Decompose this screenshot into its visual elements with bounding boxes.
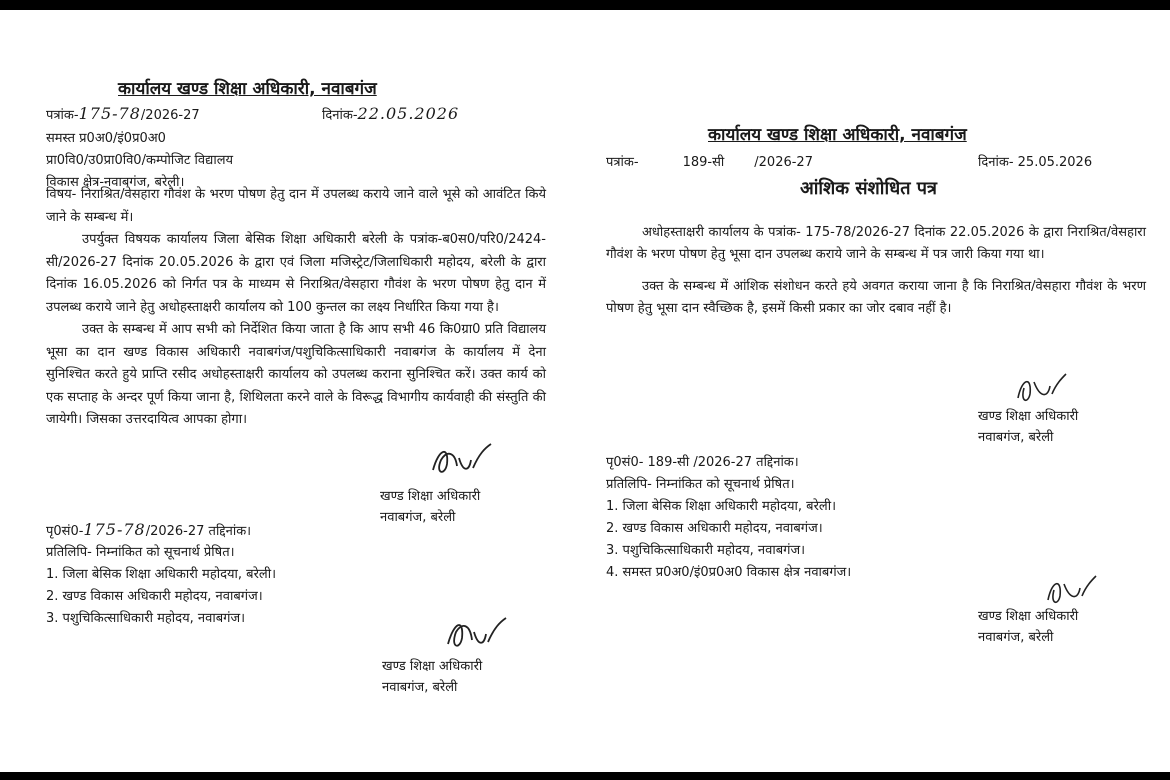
signature-designation: खण्ड शिक्षा अधिकारी [380, 489, 481, 504]
signature-place: नवाबगंज, बरेली [978, 430, 1054, 445]
date-label: दिनांक- [322, 108, 358, 123]
signature-block-1 [978, 406, 1078, 448]
ref-number-handwritten: 175-78 [78, 104, 141, 123]
paragraph-1: उपर्युक्त विषयक कार्यालय जिला बेसिक शिक्षा अधिकारी बरेली के पत्रांक-ब0स0/परि0/2424-सी/2026-27 दिनांक 20.05.2026 के द्वारा एवं जिला मजिस्ट्रेट/जिलाधिकारी महोदय, बरेली के द्वारा दिनांक 16.05.2026 को निर्गत पत्र के माध्यम से निराश्रित/वेसहारा गौवंश के भरण पोषण हेतु दान में उपलब्ध कराये जाने हेतु अधोहस्ताक्षरी कार्यालय को 100 कुन्तल का लक्ष्य निर्धारित किया गया है। [46, 232, 546, 315]
office-title: कार्यालय खण्ड शिक्षा अधिकारी, नवाबगंज [118, 79, 377, 99]
top-black-border [0, 0, 1170, 10]
list-item: 4. समस्त प्र0अ0/इं0प्र0अ0 विकास क्षेत्र नवाबगंज। [606, 565, 852, 580]
signature-designation: खण्ड शिक्षा अधिकारी [978, 609, 1079, 624]
signature-image [1010, 368, 1070, 406]
signature-designation: खण्ड शिक्षा अधिकारी [382, 659, 483, 674]
date-line [322, 104, 459, 123]
list-item: 1. जिला बेसिक शिक्षा अधिकारी महोदया, बरेली। [606, 499, 837, 514]
signature-designation: खण्ड शिक्षा अधिकारी [978, 409, 1079, 424]
ref-number: 189-सी [682, 155, 725, 170]
subject-line: विषय- निराश्रित/वेसहारा गौवंश के भरण पोषण हेतु दान में उपलब्ध कराये जाने वाले भूसे को आवंटित किये जाने के सम्बन्ध में। [46, 187, 546, 225]
ref-prefix: पत्रांक- [46, 108, 79, 123]
signature-block-2 [382, 656, 482, 698]
copy-list [46, 564, 276, 630]
signature-image [440, 610, 510, 654]
original-letter [40, 74, 555, 704]
reference-line [46, 104, 200, 123]
list-item: 3. पशुचिकित्साधिकारी महोदय, नवाबगंज। [46, 611, 246, 626]
copy-reference-line [46, 520, 251, 539]
copy-heading: प्रतिलिपि- निम्नांकित को सूचनार्थ प्रेषित। [606, 477, 795, 492]
letter-subtitle: आंशिक संशोधित पत्र [800, 178, 937, 199]
copy-ref-suffix: /2026-27 तद्दिनांक। [145, 524, 252, 539]
reference-line [606, 152, 813, 170]
office-title: कार्यालय खण्ड शिक्षा अधिकारी, नवाबगंज [708, 125, 967, 145]
list-item: 3. पशुचिकित्साधिकारी महोदय, नवाबगंज। [606, 543, 806, 558]
paragraph-2: उक्त के सम्बन्ध में आंशिक संशोधन करते हये अवगत कराया जाना है कि निराश्रित/वेसहारा गौवंश के भरण पोषण हेतु भूसा दान स्वैच्छिक है, इसमें किसी प्रकार का जोर दबाव नहीं है। [606, 279, 1146, 316]
addressee-line-3: विकास क्षेत्र-नवाबगंज, बरेली। [46, 175, 185, 190]
ref-suffix: /2026-27 [754, 155, 813, 170]
letter-body [606, 222, 1146, 320]
copy-reference-line: पृ0सं0- 189-सी /2026-27 तद्दिनांक। [606, 455, 799, 470]
copy-list [606, 496, 851, 584]
signature-place: नवाबगंज, बरेली [380, 510, 456, 525]
signature-image [1040, 570, 1100, 608]
list-item: 2. खण्ड विकास अधिकारी महोदय, नवाबगंज। [606, 521, 823, 536]
signature-place: नवाबगंज, बरेली [978, 630, 1054, 645]
date-line: दिनांक- 25.05.2026 [978, 155, 1093, 170]
bottom-black-border [0, 772, 1170, 780]
ref-suffix: /2026-27 [140, 108, 200, 123]
date-handwritten: 22.05.2026 [357, 104, 460, 123]
signature-block-2 [978, 606, 1078, 648]
letter-body [46, 184, 546, 432]
list-item: 1. जिला बेसिक शिक्षा अधिकारी महोदया, बरेली। [46, 567, 277, 582]
copy-ref-prefix: पृ0सं0- [46, 524, 84, 539]
paragraph-2: उक्त के सम्बन्ध में आप सभी को निर्देशित किया जाता है कि आप सभी 46 कि0ग्रा0 प्रति विद्यालय भूसा का दान खण्ड विकास अधिकारी नवाबगंज/पशुचिकित्साधिकारी नवाबगंज के कार्यालय में देना सुनिश्चित करते हुये प्राप्ति रसीद अधोहस्ताक्षरी कार्यालय को उपलब्ध कराना सुनिश्चित करें। उक्त कार्य को एक सप्ताह के अन्दर पूर्ण किया जाना है, शिथिलता करने वाले के विरूद्ध विभागीय कार्यवाही की संस्तुति की जायेगी। जिसका उत्तरदायित्व आपका होगा। [46, 322, 546, 427]
ref-prefix: पत्रांक- [606, 155, 639, 170]
signature-place: नवाबगंज, बरेली [382, 680, 458, 695]
signature-block-1 [380, 486, 480, 528]
addressee-line-1: समस्त प्र0अ0/इं0प्र0अ0 [46, 131, 166, 146]
copy-heading: प्रतिलिपि- निम्नांकित को सूचनार्थ प्रेषित। [46, 545, 235, 560]
paragraph-1: अधोहस्ताक्षरी कार्यालय के पत्रांक- 175-78/2026-27 दिनांक 22.05.2026 के द्वारा निराश्रित/वेसहारा गौवंश के भरण पोषण हेतु भूसा दान उपलब्ध कराये जाने के सम्बन्ध में पत्र जारी किया गया था। [606, 225, 1146, 262]
copy-ref-handwritten: 175-78 [83, 520, 146, 539]
addressee-line-2: प्रा0वि0/उ0प्रा0वि0/कम्पोजिट विद्यालय [46, 153, 234, 168]
list-item: 2. खण्ड विकास अधिकारी महोदय, नवाबगंज। [46, 589, 263, 604]
amended-letter [600, 118, 1150, 658]
signature-image [425, 438, 495, 482]
